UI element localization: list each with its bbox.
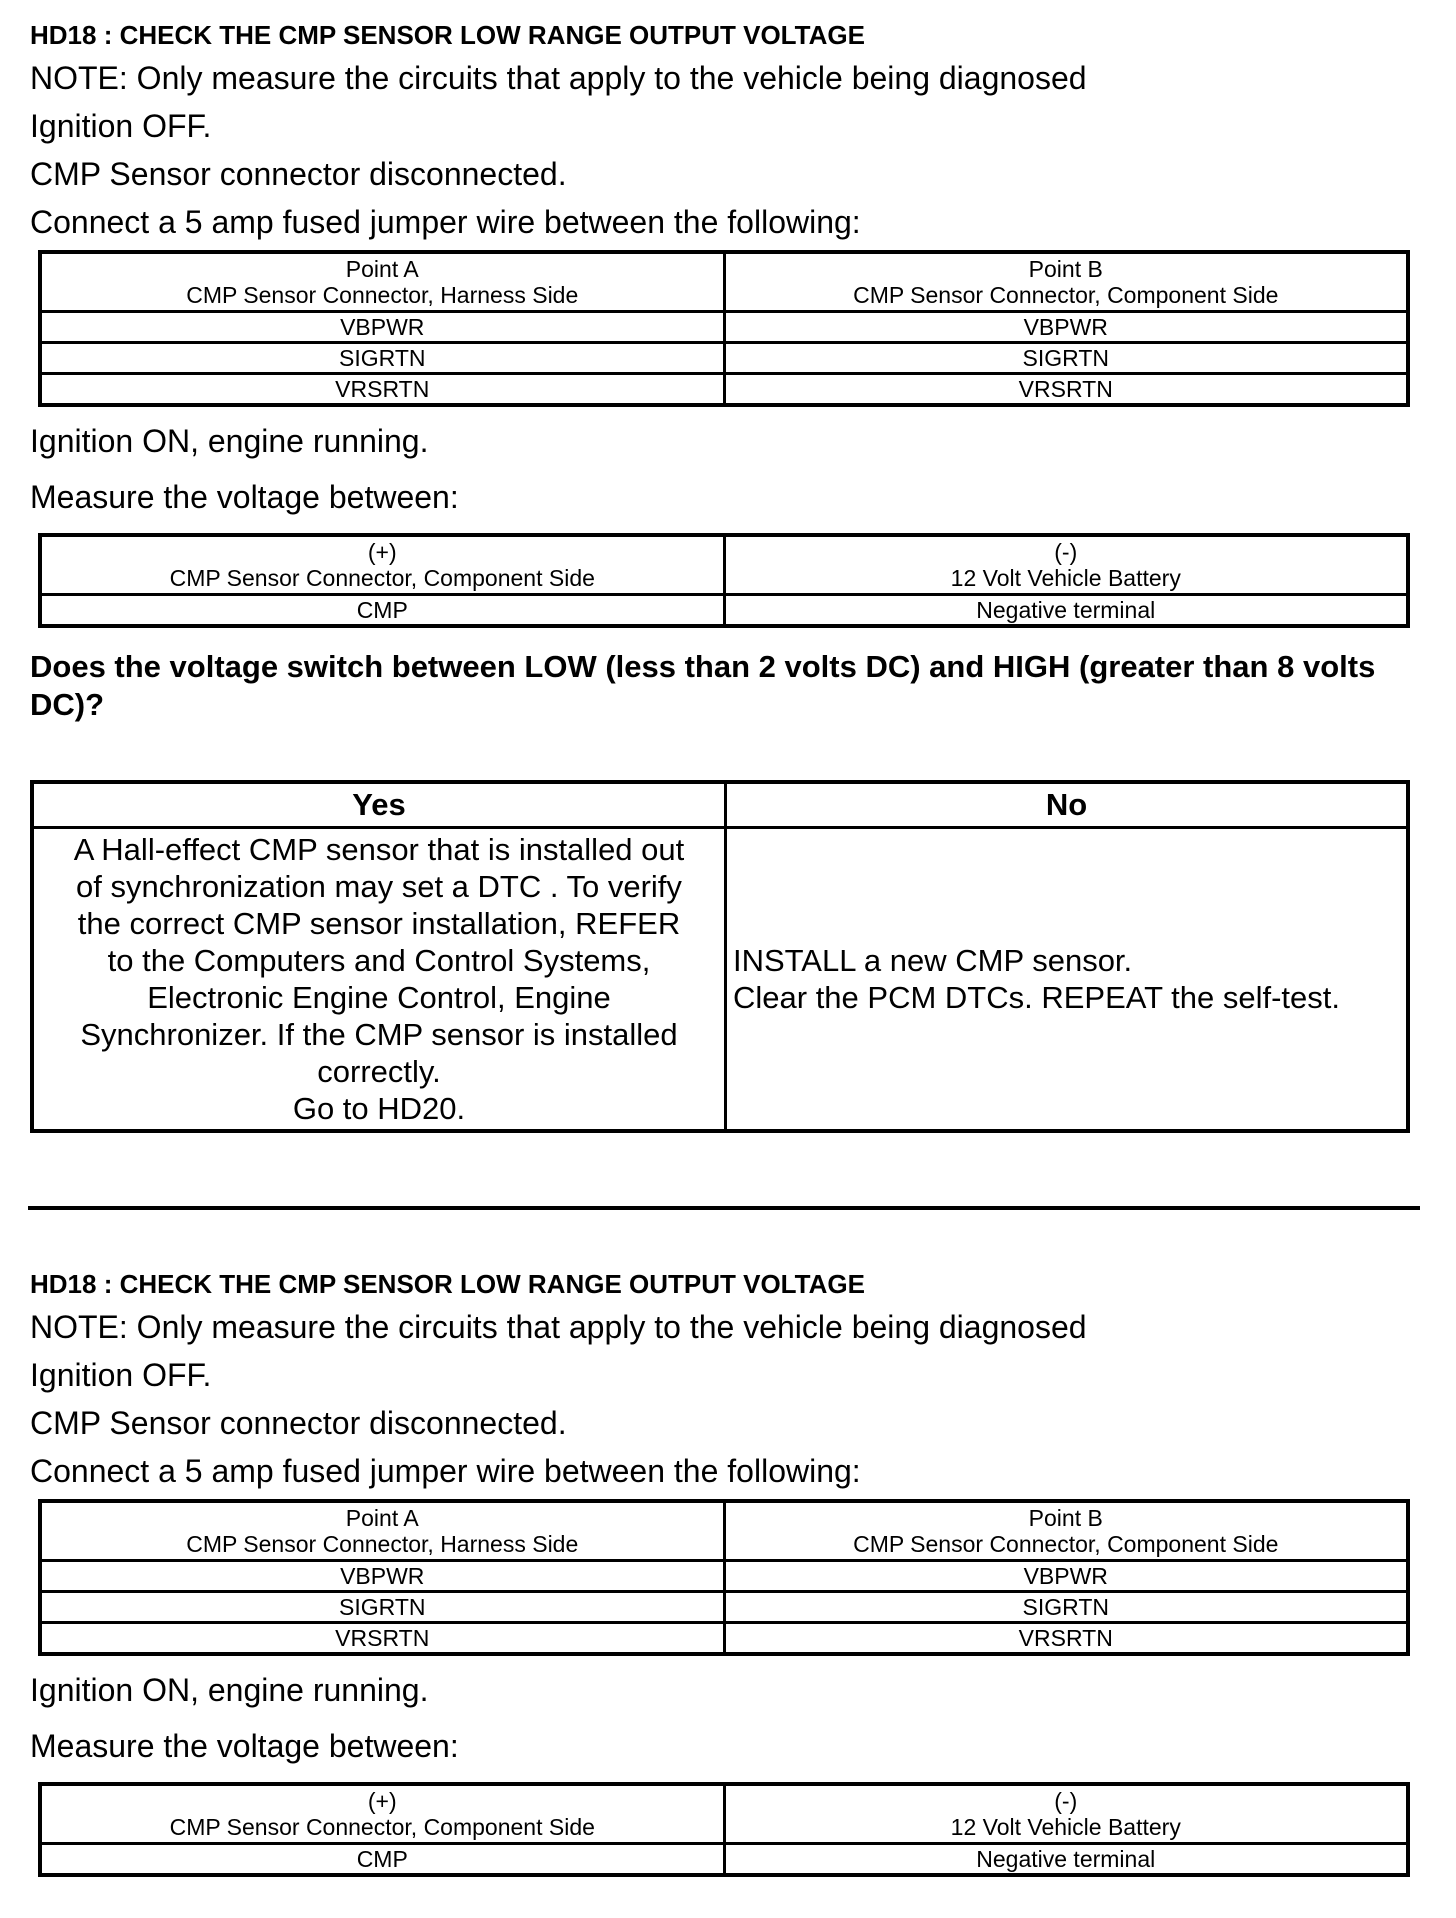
table-cell: VRSRTN (40, 374, 724, 406)
note-text: NOTE: Only measure the circuits that apply to the vehicle being diagnosed (30, 60, 1087, 96)
no-text-line: Clear the PCM DTCs. REPEAT the self-test. (733, 980, 1340, 1015)
step-text: Ignition OFF. (30, 1357, 212, 1393)
table-row (40, 1561, 1408, 1592)
voltage-measurement-table (38, 533, 1410, 628)
table-header-cell (724, 1501, 1408, 1561)
voltage-measurement-table (38, 1782, 1410, 1877)
table-cell: Negative terminal (724, 595, 1408, 627)
step-text: CMP Sensor connector disconnected. (30, 1405, 567, 1441)
table-row (40, 1592, 1408, 1623)
no-text-line: INSTALL a new CMP sensor. (733, 943, 1133, 978)
yes-header: Yes (32, 782, 726, 828)
section-heading: HD18 : CHECK THE CMP SENSOR LOW RANGE OUTPUT VOLTAGE (30, 1269, 865, 1299)
table-header-cell (40, 252, 724, 312)
yes-action-cell (32, 828, 726, 1132)
column-subtitle: CMP Sensor Connector, Component Side (853, 1531, 1279, 1557)
column-title: (+) (367, 1788, 397, 1814)
jumper-wire-table (38, 1499, 1410, 1656)
column-subtitle: CMP Sensor Connector, Harness Side (186, 1531, 579, 1557)
table-row (40, 374, 1408, 406)
column-subtitle: CMP Sensor Connector, Component Side (169, 1814, 595, 1840)
jumper-wire-table (38, 250, 1410, 407)
table-cell: CMP (40, 595, 724, 627)
table-cell: VBPWR (724, 312, 1408, 343)
column-title: Point A (345, 256, 419, 282)
table-row (40, 1844, 1408, 1876)
table-cell: Negative terminal (724, 1844, 1408, 1876)
table-header-cell (724, 1784, 1408, 1844)
step-text: Ignition ON, engine running. (30, 1672, 429, 1708)
column-title: (-) (1054, 539, 1078, 565)
yes-no-table (30, 780, 1410, 1133)
yes-text-line: Go to HD20. (292, 1091, 466, 1126)
column-subtitle: CMP Sensor Connector, Harness Side (186, 282, 579, 308)
table-header-cell (40, 535, 724, 595)
yes-text-line: A Hall-effect CMP sensor that is installed out (73, 832, 685, 867)
section-heading: HD18 : CHECK THE CMP SENSOR LOW RANGE OUTPUT VOLTAGE (30, 20, 865, 50)
step-text: CMP Sensor connector disconnected. (30, 156, 567, 192)
note-text: NOTE: Only measure the circuits that apply to the vehicle being diagnosed (30, 1309, 1087, 1345)
column-title: (+) (367, 539, 397, 565)
yes-text-line: Synchronizer. If the CMP sensor is installed (80, 1017, 678, 1052)
table-cell: VBPWR (40, 312, 724, 343)
column-subtitle: CMP Sensor Connector, Component Side (853, 282, 1279, 308)
section-divider (28, 1206, 1420, 1210)
column-title: (-) (1054, 1788, 1078, 1814)
table-row (40, 595, 1408, 627)
step-text: Measure the voltage between: (30, 1728, 459, 1764)
procedure-section-1 (30, 18, 1415, 1133)
step-text: Ignition OFF. (30, 108, 212, 144)
table-header-cell (40, 1784, 724, 1844)
table-cell: SIGRTN (724, 343, 1408, 374)
no-header: No (726, 782, 1409, 828)
table-header-cell (724, 252, 1408, 312)
table-header-cell (724, 535, 1408, 595)
table-cell: SIGRTN (40, 343, 724, 374)
table-cell: SIGRTN (724, 1592, 1408, 1623)
table-cell: VRSRTN (724, 1623, 1408, 1655)
yes-text-line: to the Computers and Control Systems, (107, 943, 651, 978)
column-subtitle: CMP Sensor Connector, Component Side (169, 565, 595, 591)
table-row (40, 1623, 1408, 1655)
column-subtitle: 12 Volt Vehicle Battery (950, 565, 1181, 591)
column-title: Point B (1028, 1505, 1103, 1531)
table-header-cell (40, 1501, 724, 1561)
table-cell: VBPWR (724, 1561, 1408, 1592)
procedure-section-2 (30, 1267, 1415, 1877)
table-cell: CMP (40, 1844, 724, 1876)
no-action-cell (726, 828, 1409, 1132)
yes-text-line: Electronic Engine Control, Engine (147, 980, 611, 1015)
table-cell: VBPWR (40, 1561, 724, 1592)
yes-text-line: the correct CMP sensor installation, REFER (77, 906, 681, 941)
column-title: Point A (345, 1505, 419, 1531)
table-row (40, 312, 1408, 343)
table-cell: VRSRTN (40, 1623, 724, 1655)
column-title: Point B (1028, 256, 1103, 282)
step-text: Measure the voltage between: (30, 479, 459, 515)
table-cell: SIGRTN (40, 1592, 724, 1623)
yes-text-line: correctly. (317, 1054, 441, 1089)
yes-text-line: of synchronization may set a DTC . To verify (76, 869, 682, 904)
step-text: Connect a 5 amp fused jumper wire between the following: (30, 1453, 861, 1489)
step-text: Ignition ON, engine running. (30, 423, 429, 459)
diagnostic-question: Does the voltage switch between LOW (less than 2 volts DC) and HIGH (greater than 8 volts DC)? (30, 649, 1376, 722)
step-text: Connect a 5 amp fused jumper wire between the following: (30, 204, 861, 240)
table-row (40, 343, 1408, 374)
column-subtitle: 12 Volt Vehicle Battery (950, 1814, 1181, 1840)
table-cell: VRSRTN (724, 374, 1408, 406)
